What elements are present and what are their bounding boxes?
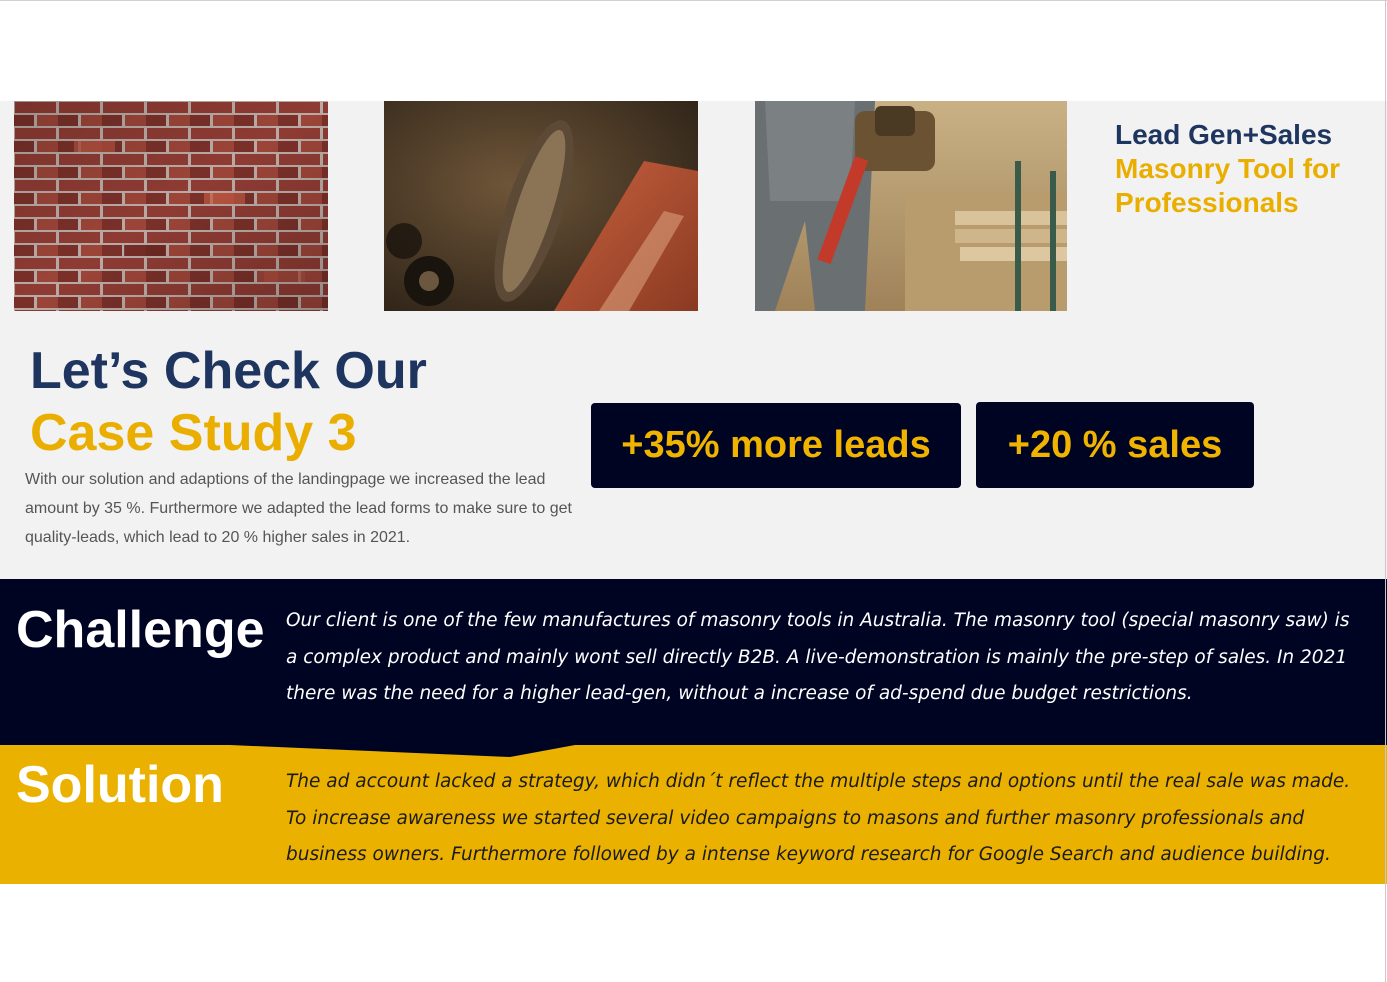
- stat-sales-label: +20 % sales: [1007, 423, 1223, 466]
- solution-title: Solution: [16, 756, 224, 814]
- side-heading-line2: Masonry Tool for Professionals: [1115, 153, 1341, 218]
- challenge-text: Our client is one of the few manufactures of masonry tools in Australia. The masonry tool (special masonry saw) is a complex product and mainly wont sell directly B2B. A live-demonstration is mainly the pre-step of sales. In 2021 there was the need for a higher lead-gen, without a increase of ad-spend due budget restrictions.: [286, 610, 1350, 704]
- brick-wall-photo: [14, 101, 328, 311]
- solution-text: The ad account lacked a strategy, which didn´t reflect the multiple steps and options until the real sale was made. To increase awareness we started several video campaigns to masons and further masonry professionals and business owners. Furthermore followed by a intense keyword research for Google Search and audience building.: [286, 771, 1351, 865]
- case-study-description: With our solution and adaptions of the landingpage we increased the lead amount by 35 %. Furthermore we adapted the lead forms to make sure to get quality-leads, which lead to 20 % higher sales in 2021.: [25, 471, 572, 546]
- worker-tool-belt-photo: [755, 101, 1067, 311]
- stat-leads-label: +35% more leads: [621, 424, 931, 466]
- stat-leads-badge: [591, 403, 961, 488]
- challenge-title: Challenge: [16, 601, 265, 659]
- page-title-line1: Let’s Check Our: [30, 342, 427, 400]
- page-title-line2: Case Study 3: [30, 404, 357, 462]
- stat-sales-badge: [976, 402, 1254, 488]
- side-heading: [1115, 118, 1375, 220]
- top-border: [0, 0, 1387, 1]
- masonry-saw-photo: [384, 101, 698, 311]
- side-heading-line1: Lead Gen+Sales: [1115, 119, 1333, 150]
- right-border: [1385, 0, 1386, 982]
